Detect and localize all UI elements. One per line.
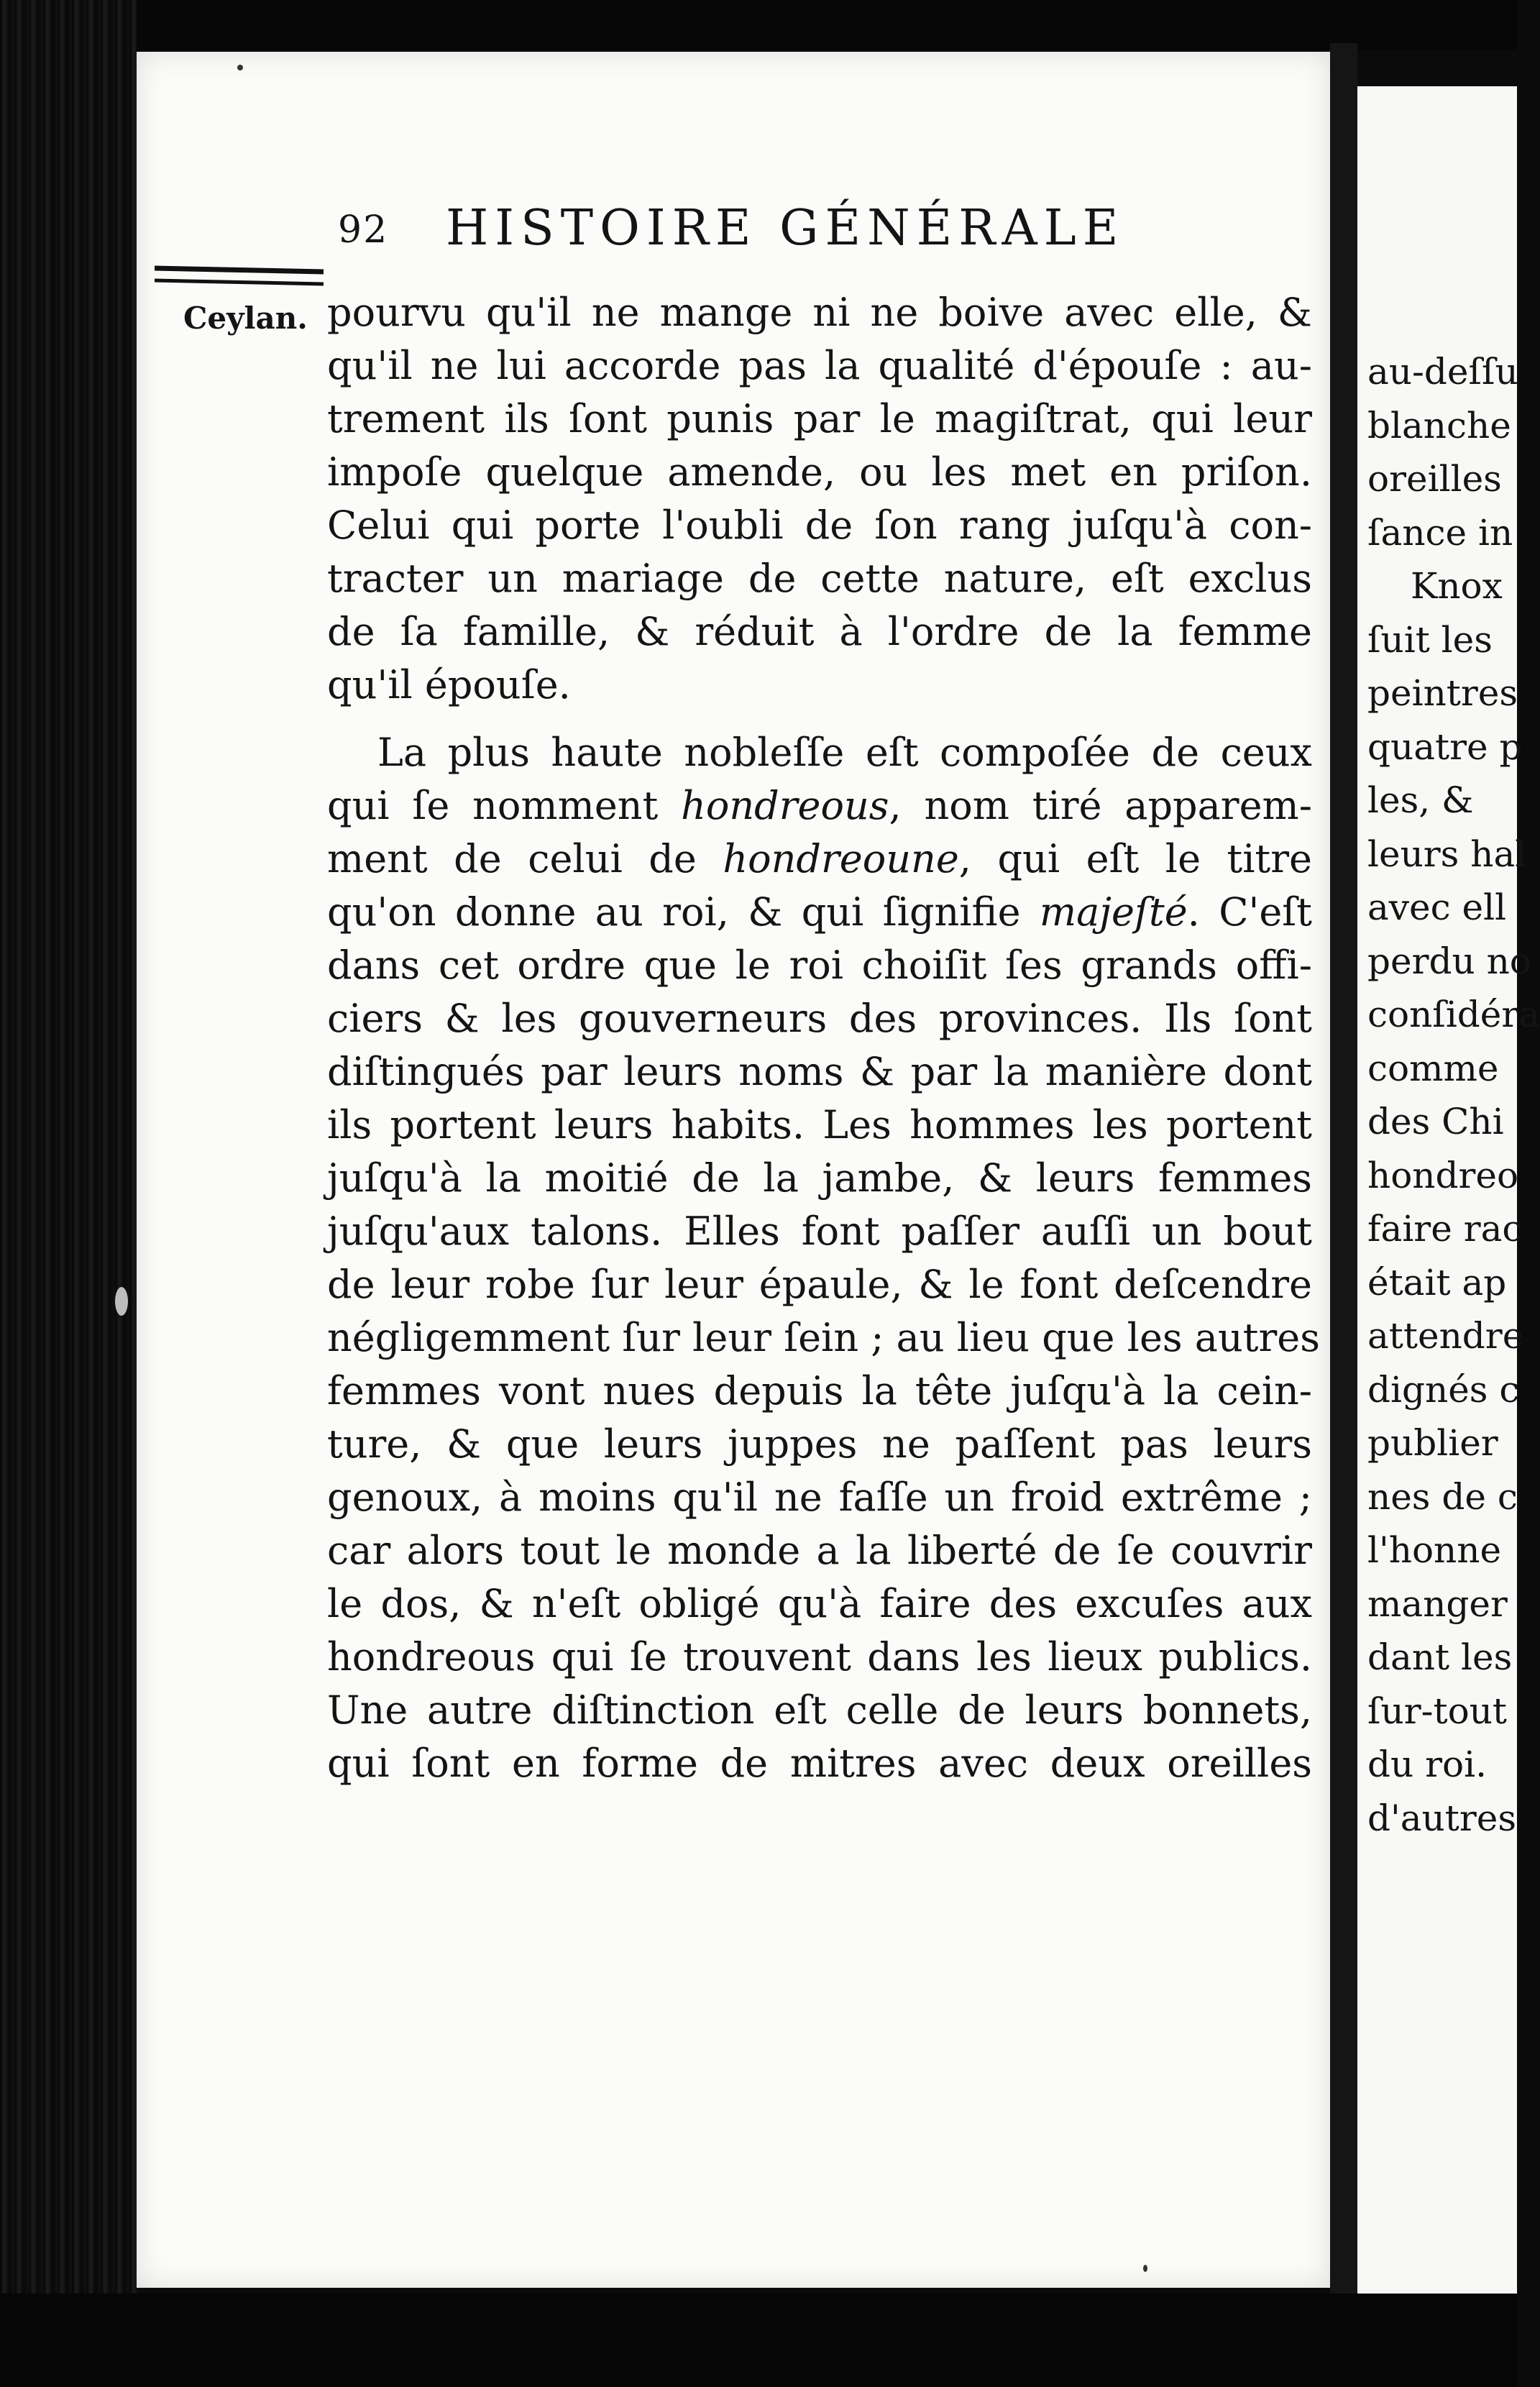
text-line xyxy=(327,833,1312,886)
text-line: car alors tout le monde a la liberté de ſe couvrir xyxy=(327,1528,1312,1573)
text-line: impoſe quelque amende, ou les met en priſon. xyxy=(327,449,1312,495)
body-text xyxy=(327,286,1320,1790)
right-line: ſur-tout xyxy=(1367,1690,1507,1732)
right-line: était ap xyxy=(1367,1261,1507,1304)
book-spine-edge xyxy=(0,0,137,2387)
right-line: manger xyxy=(1367,1582,1508,1625)
text-line: Une autre diſtinction eſt celle de leurs bonnets, xyxy=(327,1687,1312,1733)
text-line: pourvu qu'il ne mange ni ne boive avec elle, & xyxy=(327,290,1312,335)
right-line: du roi. xyxy=(1367,1744,1487,1785)
right-line: Knox xyxy=(1411,565,1503,607)
right-line: hondreo xyxy=(1367,1154,1519,1196)
text-line: juſqu'aux talons. Elles font paſſer auſſi un bout xyxy=(327,1209,1312,1254)
paper-speck xyxy=(1143,2265,1147,2272)
italic-term: majeſté xyxy=(1039,889,1188,935)
right-line: conſidéra xyxy=(1367,994,1540,1035)
text-line: trement ils ſont punis par le magiſtrat, qui leur xyxy=(327,396,1312,441)
text-line: qui ſont en forme de mitres avec deux oreilles xyxy=(327,1741,1312,1786)
right-line: l'honne xyxy=(1367,1529,1502,1571)
right-line: d'autres xyxy=(1367,1797,1517,1839)
right-page-partial xyxy=(1357,86,1540,2301)
margin-note: Ceylan. xyxy=(183,301,308,336)
text-line: de ſa famille, & réduit à l'ordre de la femme xyxy=(327,609,1312,654)
right-line: blanche xyxy=(1367,404,1511,446)
scan-bottom-border xyxy=(0,2294,1517,2387)
text-run: qui ſe nomment xyxy=(327,783,682,828)
text-run: , qui eſt le titre xyxy=(958,836,1312,881)
right-line: attendre xyxy=(1367,1315,1524,1357)
text-run: qu'on donne au roi, & qui ſignifie xyxy=(327,889,1040,935)
text-line: diſtingués par leurs noms & par la manière dont xyxy=(327,1049,1312,1094)
text-run: , nom tiré apparem- xyxy=(889,783,1312,828)
text-line: genoux, à moins qu'il ne faſſe un froid extrême ; xyxy=(327,1475,1312,1520)
right-line: avec ell xyxy=(1367,886,1507,928)
right-line: dignés c xyxy=(1367,1368,1520,1411)
text-line: Celui qui porte l'oubli de ſon rang juſqu'à con- xyxy=(327,503,1312,548)
text-line: qu'il ne lui accorde pas la qualité d'épouſe : au- xyxy=(327,343,1312,388)
right-line: les, & xyxy=(1367,779,1474,821)
text-line: ciers & les gouverneurs des provinces. Ils ſont xyxy=(327,996,1312,1041)
right-line: ſuit les xyxy=(1367,618,1493,661)
right-line: dant les xyxy=(1367,1636,1513,1678)
text-line: ture, & que leurs juppes ne paſſent pas leurs xyxy=(327,1421,1312,1467)
right-line: peintres xyxy=(1367,672,1518,714)
text-line: qu'il épouſe. xyxy=(327,662,571,707)
text-line: La plus haute nobleſſe eſt compoſée de ceux xyxy=(377,730,1312,775)
running-title: HISTOIRE GÉNÉRALE xyxy=(446,200,1125,257)
text-line: tracter un mariage de cette nature, eſt exclus xyxy=(327,556,1312,601)
page-gutter xyxy=(1330,43,1357,2294)
right-line: oreilles xyxy=(1367,458,1502,500)
right-line: nes de c xyxy=(1367,1475,1518,1518)
text-line xyxy=(327,779,1312,833)
italic-term: hondreous xyxy=(681,783,889,828)
text-line: de leur robe ſur leur épaule, & le font deſcendre xyxy=(327,1262,1312,1307)
italic-term: hondreoune xyxy=(723,836,959,881)
right-page-text xyxy=(1367,345,1540,1845)
right-line: publier xyxy=(1367,1422,1498,1464)
paper-speck xyxy=(237,65,243,70)
right-line: quatre p xyxy=(1367,725,1523,768)
right-line: des Chi xyxy=(1367,1101,1504,1142)
page-number: 92 xyxy=(338,209,389,252)
text-line: ils portent leurs habits. Les hommes les portent xyxy=(327,1102,1312,1147)
text-line xyxy=(327,886,1312,939)
right-line: comme xyxy=(1367,1047,1499,1089)
right-line: au-deſſu xyxy=(1367,351,1518,393)
right-line: perdu no xyxy=(1367,940,1531,982)
text-run: . C'eſt xyxy=(1187,889,1312,935)
paragraph-break xyxy=(327,712,1312,726)
scan-top-border xyxy=(0,0,1517,50)
text-line: le dos, & n'eſt obligé qu'à faire des excuſes aux xyxy=(327,1581,1312,1626)
paper-speck xyxy=(115,1287,128,1316)
text-line: négligemment ſur leur ſein ; au lieu que les autres xyxy=(327,1315,1320,1360)
text-line: femmes vont nues depuis la tête juſqu'à la cein- xyxy=(327,1368,1312,1414)
right-line: ſance in xyxy=(1367,511,1513,554)
text-run: ment de celui de xyxy=(327,836,723,881)
text-line: hondreous qui ſe trouvent dans les lieux publics. xyxy=(327,1634,1312,1680)
text-line: juſqu'à la moitié de la jambe, & leurs femmes xyxy=(327,1155,1312,1201)
right-line: leurs hal xyxy=(1367,833,1527,875)
right-line: faire rac xyxy=(1367,1208,1523,1250)
text-line: dans cet ordre que le roi choiſit ſes grands offi- xyxy=(327,943,1312,988)
